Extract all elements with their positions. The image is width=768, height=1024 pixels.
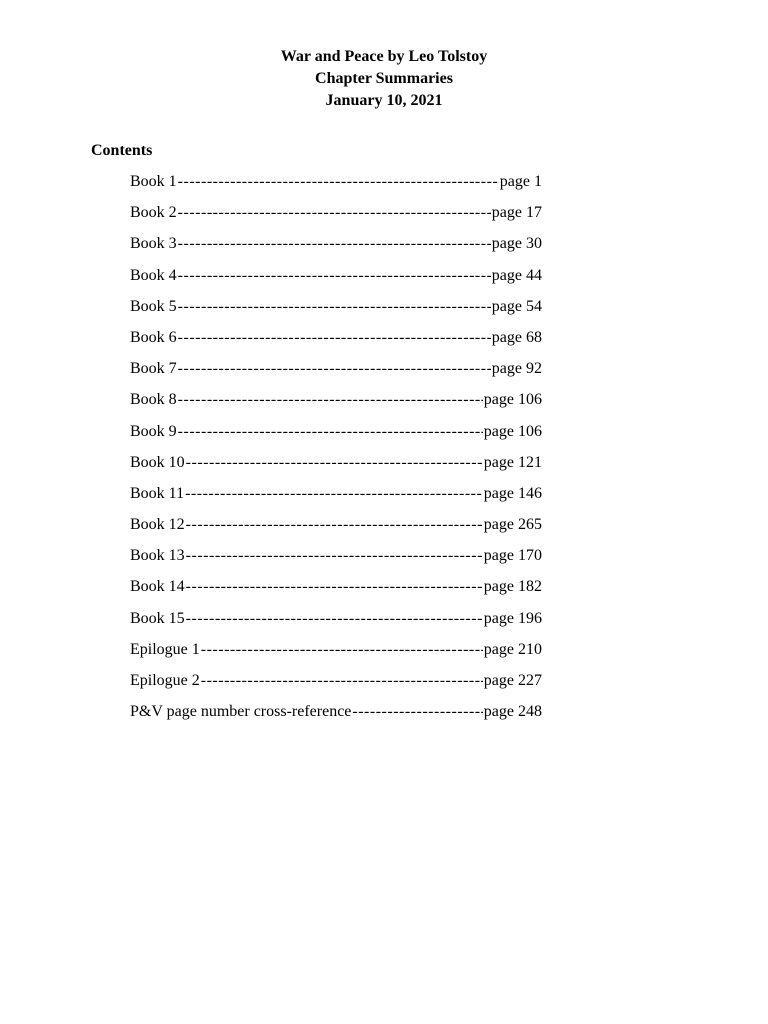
- toc-dot-leader: [201, 670, 483, 692]
- title-block: [0, 46, 768, 112]
- toc-entry-page: page 210: [483, 640, 542, 658]
- toc-entry-page: page 17: [491, 204, 542, 222]
- toc-entry-label: Book 13: [130, 547, 185, 565]
- toc-entry-page: page 30: [491, 235, 542, 253]
- toc-entry-label: Book 8: [130, 391, 177, 409]
- toc-dot-leader: [186, 452, 483, 474]
- toc-entry[interactable]: [130, 452, 542, 483]
- toc-entry-label: Book 2: [130, 204, 177, 222]
- document-title: War and Peace by Leo Tolstoy: [280, 48, 488, 65]
- toc-entry[interactable]: [130, 265, 542, 296]
- toc-entry-label: Book 6: [130, 328, 177, 346]
- toc-entry-page: page 106: [483, 391, 542, 409]
- toc-entry-page: page 146: [483, 484, 542, 502]
- toc-entry[interactable]: [130, 701, 542, 732]
- toc-entry-label: Book 9: [130, 422, 177, 440]
- toc-entry-label: Book 15: [130, 609, 185, 627]
- toc-entry-label: Book 11: [130, 484, 185, 502]
- toc-entry-page: page 44: [491, 266, 542, 284]
- toc-entry-label: Book 10: [130, 453, 185, 471]
- toc-dot-leader: [178, 358, 491, 380]
- toc-entry[interactable]: [130, 233, 542, 264]
- toc-entry-page: page 68: [491, 328, 542, 346]
- toc-entry[interactable]: [130, 639, 542, 670]
- toc-entry[interactable]: [130, 483, 542, 514]
- toc-dot-leader: [178, 171, 499, 193]
- toc-dot-leader: [352, 701, 482, 723]
- table-of-contents: [130, 171, 542, 732]
- toc-dot-leader: [178, 233, 491, 255]
- document-subtitle: Chapter Summaries: [315, 70, 453, 87]
- toc-entry[interactable]: [130, 327, 542, 358]
- toc-entry-page: page 170: [483, 547, 542, 565]
- toc-entry-label: P&V page number cross-reference: [130, 703, 352, 721]
- toc-entry-label: Epilogue 1: [130, 640, 200, 658]
- toc-entry-page: page 1: [499, 173, 542, 190]
- toc-dot-leader: [178, 296, 491, 318]
- toc-dot-leader: [178, 327, 491, 349]
- toc-entry-label: Epilogue 2: [130, 672, 200, 689]
- toc-entry[interactable]: [130, 296, 542, 327]
- toc-entry-page: page 227: [483, 672, 542, 689]
- toc-entry-page: page 265: [483, 516, 542, 534]
- toc-entry-page: page 92: [491, 360, 542, 378]
- toc-entry-label: Book 5: [130, 297, 177, 315]
- document-date: January 10, 2021: [325, 92, 443, 109]
- contents-heading: Contents: [91, 142, 153, 159]
- toc-entry[interactable]: [130, 421, 542, 452]
- toc-dot-leader: [186, 608, 483, 630]
- toc-entry-label: Book 7: [130, 360, 177, 378]
- toc-dot-leader: [185, 483, 483, 505]
- toc-entry-label: Book 3: [130, 235, 177, 253]
- toc-dot-leader: [186, 576, 483, 598]
- toc-entry-page: page 182: [483, 578, 542, 596]
- toc-entry[interactable]: [130, 545, 542, 576]
- toc-entry-label: Book 14: [130, 578, 185, 596]
- toc-entry-page: page 248: [483, 703, 542, 721]
- toc-entry-label: Book 4: [130, 266, 177, 284]
- toc-dot-leader: [178, 421, 483, 443]
- toc-entry[interactable]: [130, 670, 542, 701]
- toc-entry[interactable]: [130, 202, 542, 233]
- toc-entry-page: page 54: [491, 297, 542, 315]
- toc-entry-page: page 106: [483, 422, 542, 440]
- toc-dot-leader: [201, 639, 483, 661]
- toc-entry[interactable]: [130, 576, 542, 607]
- toc-dot-leader: [186, 545, 483, 567]
- toc-entry[interactable]: [130, 389, 542, 420]
- toc-entry-label: Book 1: [130, 173, 177, 190]
- toc-entry-page: page 121: [483, 453, 542, 471]
- toc-entry-label: Book 12: [130, 516, 185, 534]
- toc-entry[interactable]: [130, 608, 542, 639]
- toc-entry[interactable]: [130, 171, 542, 202]
- toc-dot-leader: [178, 265, 491, 287]
- toc-entry[interactable]: [130, 514, 542, 545]
- toc-dot-leader: [178, 202, 491, 224]
- toc-entry-page: page 196: [483, 609, 542, 627]
- toc-dot-leader: [178, 389, 483, 411]
- toc-entry[interactable]: [130, 358, 542, 389]
- toc-dot-leader: [186, 514, 483, 536]
